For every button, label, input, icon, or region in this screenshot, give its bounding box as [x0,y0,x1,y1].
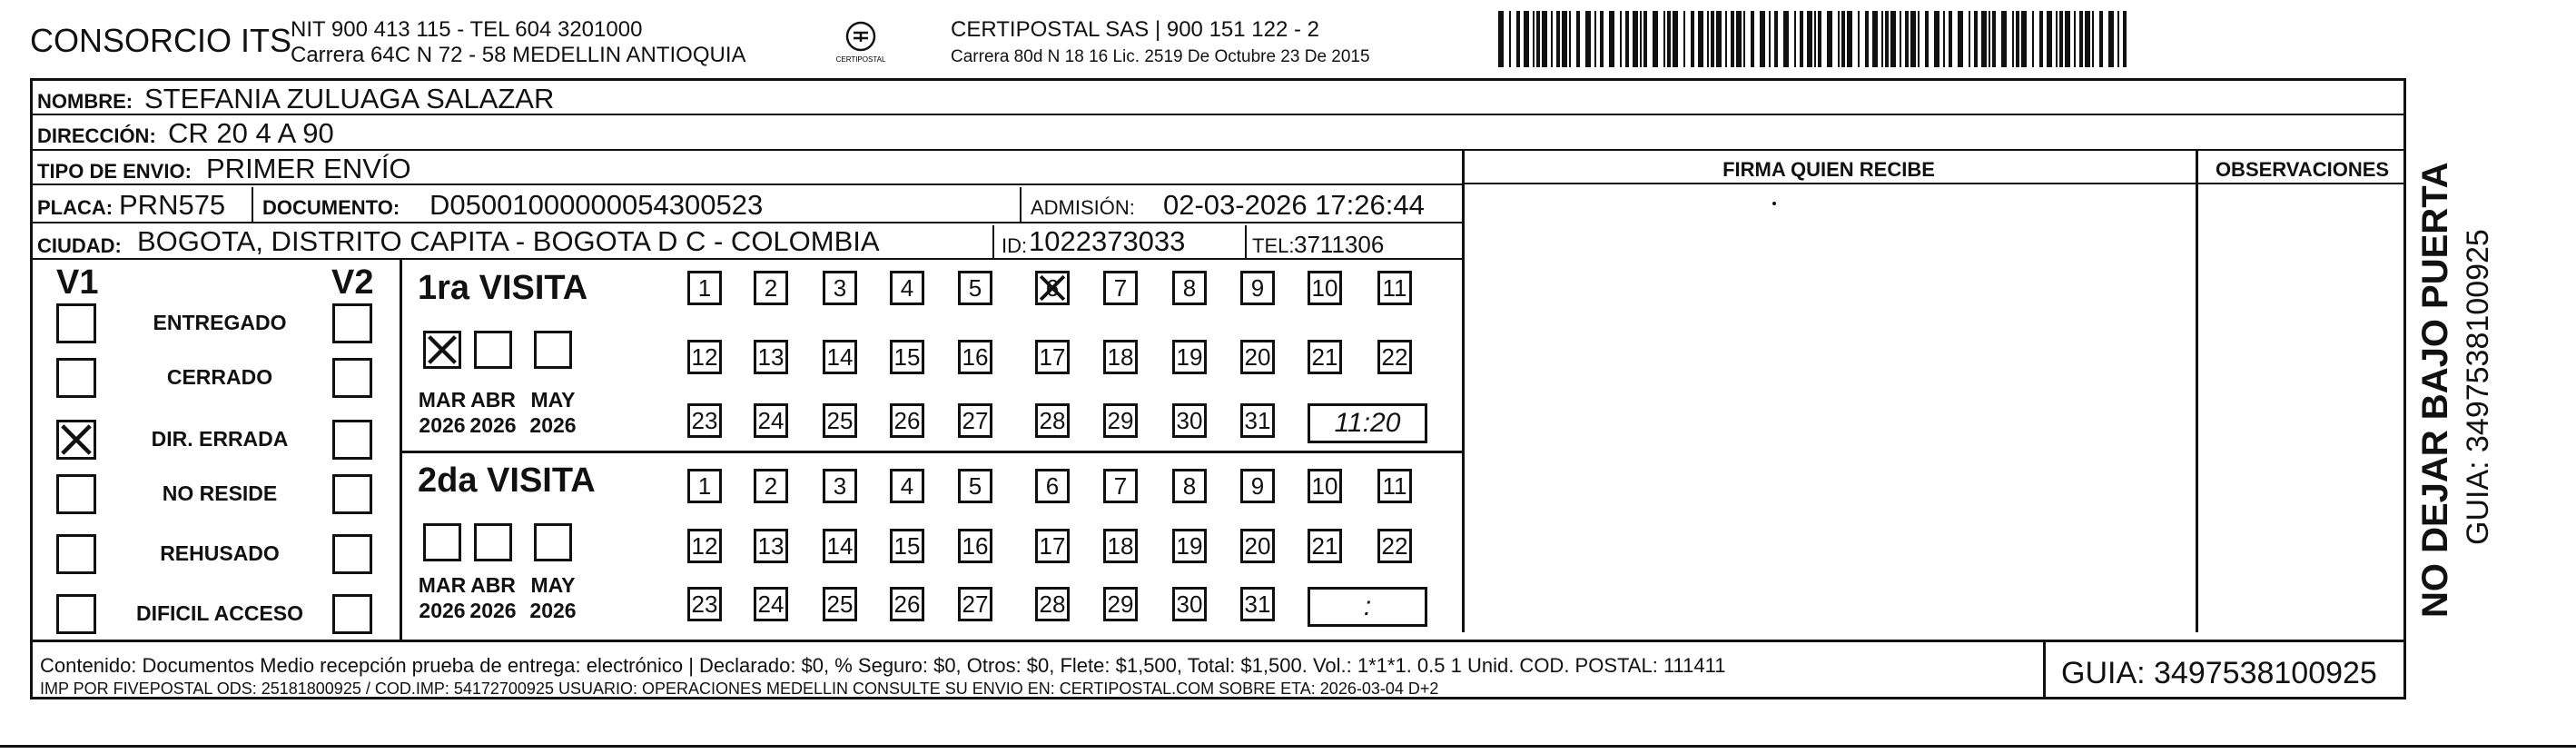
status-label: REHUSADO [160,541,280,565]
barcode-bar [1736,11,1742,67]
second-day-box[interactable]: 6 [1035,469,1070,503]
barcode-bar [1673,11,1678,67]
barcode-bar [1774,11,1778,67]
second-day-box[interactable]: 11 [1377,469,1412,503]
first-day-box[interactable]: 16 [958,340,992,374]
second-day-box[interactable]: 19 [1172,529,1207,563]
status-label: NO RESIDE [162,481,278,505]
first-day-box[interactable]: 19 [1172,340,1207,374]
barcode-bar [1633,11,1638,67]
tel-value: 3711306 [1294,231,1385,258]
first-day-box[interactable]: 21 [1308,340,1342,374]
v2-header: V2 [331,263,374,302]
barcode-bar [1683,11,1685,67]
barcode-bar [1818,11,1821,67]
first-day-box[interactable]: 20 [1240,340,1275,374]
second-day-box[interactable]: 28 [1035,587,1070,621]
second-month-label: ABR 2026 [469,573,517,622]
barcode-bar [1989,11,1990,67]
first-day-box[interactable]: 27 [958,403,992,438]
barcode-bar [1858,11,1860,67]
v2-checkbox[interactable] [332,534,372,574]
first-day-box[interactable]: 1 [687,271,722,305]
barcode-bar [1814,11,1816,67]
documento-value: D05001000000054300523 [429,189,764,221]
second-day-box[interactable]: 7 [1103,469,1138,503]
first-day-box[interactable]: 5 [958,271,992,305]
v2-checkbox[interactable] [332,594,372,634]
admision-value: 02-03-2026 17:26:44 [1163,189,1425,221]
barcode-bar [2092,11,2094,67]
tipo-label: TIPO DE ENVIO: [37,160,192,183]
barcode-bar [1716,11,1722,67]
documento-label: DOCUMENTO: [262,196,400,219]
first-day-box[interactable]: 30 [1172,403,1207,438]
v1-checkbox[interactable] [56,358,96,398]
second-day-box[interactable]: 5 [958,469,992,503]
barcode-bar [1807,11,1812,67]
v2-checkbox[interactable] [332,358,372,398]
second-month-checkbox[interactable] [423,523,461,561]
barcode-bar [1992,11,1996,67]
barcode-bar [1925,11,1929,67]
first-day-box[interactable]: 18 [1103,340,1138,374]
barcode-bar [2123,11,2127,67]
barcode-bar [1974,11,1978,67]
row-tipo [30,151,1462,185]
second-month-checkbox[interactable] [534,523,572,561]
status-label: DIR. ERRADA [151,427,289,451]
barcode-bar [1524,11,1529,67]
first-day-box[interactable]: 10 [1308,271,1342,305]
firma-header: FIRMA QUIEN RECIBE [1722,158,1935,181]
barcode-bar [1743,11,1745,67]
barcode-bar [2012,11,2014,67]
barcode-bar [2099,11,2103,67]
barcode-bar [2079,11,2083,67]
barcode-bar [1865,11,1869,67]
first-day-box[interactable]: 9 [1240,271,1275,305]
side-guia: GUIA: 3497538100925 [2461,229,2495,545]
barcode-bar [1542,11,1547,67]
first-day-box[interactable]: 17 [1035,340,1070,374]
barcode-bar [1841,11,1845,67]
footer-guia-divider [2043,641,2046,699]
second-day-box[interactable]: 3 [823,469,857,503]
barcode-bar [1900,11,1901,67]
row-direccion [30,115,2406,151]
first-day-box[interactable]: 11 [1377,271,1412,305]
second-day-box[interactable]: 22 [1377,529,1412,563]
first-day-box[interactable]: 29 [1103,403,1138,438]
barcode-bar [1711,11,1714,67]
first-day-box[interactable]: 7 [1103,271,1138,305]
barcode-bar [1698,11,1703,67]
barcode-bar [1509,11,1511,67]
barcode-bar [1569,11,1571,67]
barcode-bar [1551,11,1553,67]
second-day-box[interactable]: 20 [1240,529,1275,563]
certipostal-line: CERTIPOSTAL SAS | 900 151 122 - 2 [951,17,1319,42]
status-label: CERRADO [166,365,273,389]
signature-dot [1772,202,1776,205]
barcode-bar [1653,11,1658,67]
first-day-box[interactable]: 25 [823,403,857,438]
footer-imp: IMP POR FIVEPOSTAL ODS: 25181800925 / COD.IMP: 54172700925 USUARIO: OPERACIONES MEDELLIN CONSULTE SU ENVIO EN: CERTIPOSTAL.COM SOBRE ETA: 2026-03-04 D+2 [40,680,1439,698]
first-day-box[interactable]: 24 [754,403,788,438]
second-day-box[interactable]: 23 [687,587,722,621]
second-day-box[interactable]: 26 [890,587,924,621]
barcode-bar [1783,11,1789,67]
barcode-bar [1533,11,1535,67]
barcode-bar [1536,11,1540,67]
v2-checkbox[interactable] [332,303,372,343]
barcode-bar [1691,11,1694,67]
v2-checkbox[interactable] [332,420,372,460]
barcode-bar [2108,11,2114,67]
barcode-bar [2016,11,2019,67]
placa-label: PLACA: [37,196,114,219]
second-day-box[interactable]: 16 [958,529,992,563]
first-day-box[interactable]: 14 [823,340,857,374]
barcode-bar [1585,11,1591,67]
second-day-box[interactable]: 27 [958,587,992,621]
first-day-box[interactable]: 31 [1240,403,1275,438]
second-month-label: MAY 2026 [529,573,577,622]
first-day-box[interactable]: 8 [1172,271,1207,305]
first-day-box[interactable]: 2 [754,271,788,305]
bottom-rule [0,745,2576,748]
certipostal-logo-icon [834,16,888,71]
row-placa [30,185,1462,223]
barcode-bar [1943,11,1945,67]
barcode-bar [1838,11,1840,67]
first-day-box[interactable]: 15 [890,340,924,374]
barcode-bar [2021,11,2027,67]
first-day-box[interactable]: 28 [1035,403,1070,438]
barcode-bar [1556,11,1560,67]
barcode-bar [1498,11,1504,67]
row-ciudad [30,223,1462,260]
v2-checkbox[interactable] [332,474,372,514]
first-month-label: MAY 2026 [529,388,577,437]
first-day-box[interactable]: 3 [823,271,857,305]
barcode-bar [1760,11,1765,67]
first-time-box[interactable]: 11:20 [1308,403,1427,443]
tel-label: TEL: [1252,234,1295,257]
barcode-bar [1918,11,1920,67]
first-month-label: MAR 2026 [418,388,467,437]
first-month-label: ABR 2026 [469,388,517,437]
first-day-box[interactable]: 26 [890,403,924,438]
barcode-bar [1562,11,1567,67]
barcode-bar [2065,11,2070,67]
tipo-value: PRIMER ENVÍO [206,153,411,184]
barcode-bar [2001,11,2007,67]
id-label: ID: [1002,234,1028,257]
first-day-box[interactable]: 4 [890,271,924,305]
second-day-box[interactable]: 31 [1240,587,1275,621]
v1-checkbox[interactable] [56,303,96,343]
second-day-box[interactable]: 4 [890,469,924,503]
barcode-bar [1794,11,1796,67]
second-day-box[interactable]: 18 [1103,529,1138,563]
v1-checkbox[interactable] [56,474,96,514]
barcode-bar [1667,11,1671,67]
barcode-bar [1969,11,1970,67]
second-day-box[interactable]: 21 [1308,529,1342,563]
barcode-bar [1847,11,1852,67]
second-day-box[interactable]: 12 [687,529,722,563]
address-line: Carrera 64C N 72 - 58 MEDELLIN ANTIOQUIA [291,43,746,67]
barcode-bar [1600,11,1604,67]
certipostal-address: Carrera 80d N 18 16 Lic. 2519 De Octubre 23 De 2015 [951,47,1370,66]
barcode-bar [1769,11,1771,67]
second-day-box[interactable]: 17 [1035,529,1070,563]
second-day-box[interactable]: 2 [754,469,788,503]
barcode-bar [1958,11,1963,67]
first-month-checkbox[interactable] [423,331,461,369]
admision-label: ADMISIÓN: [1031,196,1135,219]
barcode-bar [1949,11,1952,67]
barcode-bar [1890,11,1896,67]
side-warning: NO DEJAR BAJO PUERTA [2415,162,2455,618]
second-time-box[interactable]: : [1308,587,1427,627]
direccion-label: DIRECCIÓN: [37,124,156,147]
second-day-box[interactable]: 1 [687,469,722,503]
barcode-bar [2032,11,2034,67]
footer-line [30,640,2406,642]
barcode-bar [2117,11,2119,67]
observaciones-header: OBSERVACIONES [2215,158,2390,181]
barcode-bar [1516,11,1520,67]
barcode-bar [1827,11,1832,67]
barcode-bar [1905,11,1909,67]
barcode-bar [1663,11,1665,67]
barcode-bar [1640,11,1642,67]
second-month-checkbox[interactable] [474,523,512,561]
barcode-bar [1707,11,1709,67]
firma-divider [1462,151,1465,632]
right-header-line [1462,183,2406,184]
nombre-label: NOMBRE: [37,90,133,113]
second-day-box[interactable]: 14 [823,529,857,563]
second-day-box[interactable]: 30 [1172,587,1207,621]
id-value: 1022373033 [1029,225,1186,257]
second-day-box[interactable]: 25 [823,587,857,621]
first-day-box[interactable]: 23 [687,403,722,438]
barcode-bar [2074,11,2076,67]
barcode [1498,7,2134,71]
barcode-bar [1751,11,1754,67]
v1-checkbox[interactable] [56,534,96,574]
second-visit-title: 2da VISITA [418,461,596,500]
second-day-box[interactable]: 15 [890,529,924,563]
barcode-bar [1881,11,1883,67]
footer-contenido: Contenido: Documentos Medio recepción prueba de entrega: electrónico | Declarado: $0, % Seguro: $0, Otros: $0, Flete: $1,500, Total: $1,500. Vol.: 1*1*1. 0.5 1 Unid. COD. POSTAL: 111411 [40,654,1726,677]
status-label: DIFICIL ACCESO [135,601,303,625]
ciudad-value: BOGOTA, DISTRITO CAPITA - BOGOTA D C - COLOMBIA [137,225,880,257]
first-day-box[interactable]: 12 [687,340,722,374]
second-day-box[interactable]: 9 [1240,469,1275,503]
barcode-bar [1872,11,1878,67]
second-day-box[interactable]: 29 [1103,587,1138,621]
logo-text: CERTIPOSTAL [835,55,886,64]
barcode-bar [1910,11,1916,67]
first-visit-title: 1ra VISITA [418,269,588,307]
second-day-box[interactable]: 13 [754,529,788,563]
first-day-box[interactable]: 22 [1377,340,1412,374]
second-day-box[interactable]: 24 [754,587,788,621]
first-month-checkbox[interactable] [534,331,572,369]
barcode-bar [2059,11,2063,67]
direccion-value: CR 20 4 A 90 [168,117,334,149]
second-month-label: MAR 2026 [418,573,467,622]
barcode-bar [2039,11,2043,67]
barcode-bar [2047,11,2052,67]
second-day-box[interactable]: 8 [1172,469,1207,503]
visit-split [402,451,1462,453]
barcode-bar [1725,11,1727,67]
company-name: CONSORCIO ITS [30,22,292,59]
barcode-bar [1981,11,1987,67]
barcode-bar [1594,11,1596,67]
barcode-bar [2056,11,2058,67]
barcode-bar [1576,11,1580,67]
barcode-bar [1625,11,1629,67]
barcode-bar [1609,11,1614,67]
first-day-box[interactable]: 6 [1035,271,1070,305]
barcode-bar [1885,11,1889,67]
nit-line: NIT 900 413 115 - TEL 604 3201000 [291,17,643,42]
barcode-bar [1934,11,1939,67]
barcode-bar [2085,11,2090,67]
ciudad-label: CIUDAD: [37,234,122,257]
v1-checkbox[interactable] [56,594,96,634]
nombre-value: STEFANIA ZULUAGA SALAZAR [144,83,555,114]
barcode-bar [1643,11,1647,67]
second-day-box[interactable]: 10 [1308,469,1342,503]
status-label: ENTREGADO [153,311,287,334]
obs-divider [2196,151,2198,632]
barcode-bar [1731,11,1734,67]
row-nombre [30,81,2406,115]
first-month-checkbox[interactable] [474,331,512,369]
v1-checkbox[interactable] [56,420,96,460]
v1-header: V1 [56,263,99,302]
barcode-bar [1800,11,1803,67]
barcode-bar [1620,11,1622,67]
footer-guia: GUIA: 3497538100925 [2061,656,2377,690]
first-day-box[interactable]: 13 [754,340,788,374]
placa-value: PRN575 [119,189,226,221]
